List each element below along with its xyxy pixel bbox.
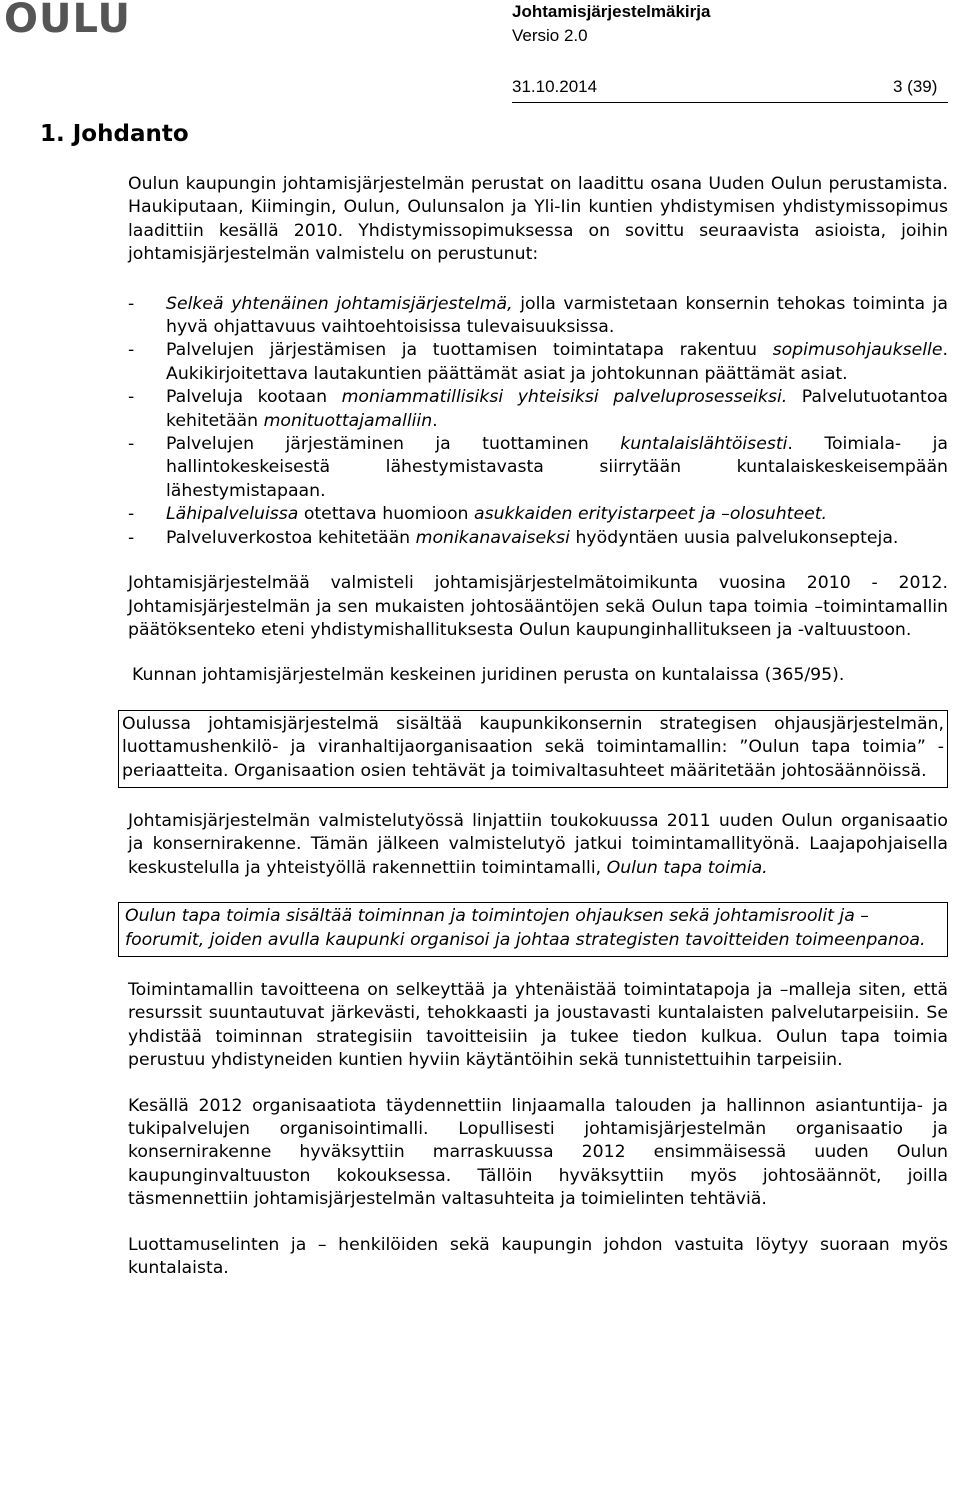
responsibilities-paragraph: Luottamuselinten ja – henkilöiden sekä kaupungin johdon vastuita löytyy suoraan myös kuntalaista. bbox=[128, 1234, 948, 1279]
document-title: Johtamisjärjestelmäkirja bbox=[512, 2, 711, 21]
agreement-list bbox=[128, 293, 948, 550]
list-item: - Palveluverkostoa kehitetään monikanavaiseksi hyödyntäen uusia palvelukonsepteja. bbox=[128, 527, 948, 550]
oulu-logo: OULU bbox=[4, 0, 132, 42]
list-item: - Selkeä yhtenäinen johtamisjärjestelmä, jolla varmistetaan konsernin tehokas toiminta ja hyvä ohjattavuus vaihtoehtoisissa tulevaisuuksissa. bbox=[128, 293, 948, 340]
preparation-paragraph: Johtamisjärjestelmää valmisteli johtamisjärjestelmätoimikunta vuosina 2010 - 2012. Johtamisjärjestelmän ja sen mukaisten johtosääntöjen sekä Oulun tapa toimia –toimintamallin päätöksenteko eteni yhdistymishallituksesta Oulun kaupunginhallitukseen ja -valtuustoon. bbox=[128, 573, 948, 640]
list-item: - Palvelujen järjestämisen ja tuottamisen toimintatapa rakentuu sopimusohjaukselle. Aukikirjoitettava lautakuntien päättämät asiat ja johtokunnan päättämät asiat. bbox=[128, 339, 948, 386]
section-heading: 1. Johdanto bbox=[40, 121, 189, 147]
work-paragraph: Johtamisjärjestelmän valmistelutyössä linjattiin toukokuussa 2011 uuden Oulun organisaatio ja konsernirakenne. Tämän jälkeen valmistelutyö jatkui toimintamallityönä. Laajapohjaisella keskustelulla ja yhteistyöllä rakennettiin toimintamalli, Oulun tapa toimia. bbox=[128, 810, 948, 878]
list-item: - Lähipalveluissa otettava huomioon asukkaiden erityistarpeet ja –olosuhteet. bbox=[128, 503, 948, 526]
page-number: 3 (39) bbox=[893, 77, 938, 96]
list-item: - Palvelujen järjestäminen ja tuottaminen kuntalaislähtöisesti. Toimiala- ja hallintokeskeisestä lähestymistavasta siirrytään kuntalaiskeskeisempään lähestymistapaan. bbox=[128, 433, 948, 503]
oulun-tapa-toimia-box: Oulun tapa toimia sisältää toiminnan ja toimintojen ohjauksen sekä johtamisroolit ja –foorumit, joiden avulla kaupunki organisoi ja johtaa strategisten tavoitteiden toimeenpanoa. bbox=[118, 902, 948, 957]
document-date: 31.10.2014 bbox=[512, 77, 598, 96]
legal-basis-paragraph: Kunnan johtamisjärjestelmän keskeinen juridinen perusta on kuntalaissa (365/95). bbox=[132, 665, 845, 686]
intro-paragraph: Oulun kaupungin johtamisjärjestelmän perustat on laadittu osana Uuden Oulun perustamista. Haukiputaan, Kiimingin, Oulun, Oulunsalon ja Yli-Iin kuntien yhdistymisen yhdistymissopimus laadittiin kesällä 2010. Yhdistymissopimuksessa on sovittu seuraavista asioista, joihin johtamisjärjestelmän valmistelu on perustunut: bbox=[128, 174, 948, 265]
list-item: - Palveluja kootaan moniammatillisiksi yhteisiksi palveluprosesseiksi. Palvelutuotantoa kehitetään monituottajamalliin. bbox=[128, 386, 948, 433]
johtamisjarjestelma-box: Oulussa johtamisjärjestelmä sisältää kaupunkikonsernin strategisen ohjausjärjestelmän, luottamushenkilö- ja viranhaltijaorganisaation sekä toimintamallin: ”Oulun tapa toimia” -periaatteita. Organisaation osien tehtävät ja toimivaltasuhteet määritetään johtosäännöissä. bbox=[118, 710, 948, 788]
model-paragraph: Toimintamallin tavoitteena on selkeyttää ja yhtenäistää toimintatapoja ja –malleja siten, että resurssit suuntautuvat järkevästi, tehokkaasti ja joustavasti kuntalaisten palvelutarpeisiin. Se yhdistää toiminnan strategisiin tavoitteisiin ja tukee tiedon kulkua. Oulun tapa toimia perustuu yhdistyneiden kuntien hyviin käytäntöihin sekä tunnistettuihin tarpeisiin. bbox=[128, 979, 948, 1071]
document-body bbox=[122, 173, 948, 1280]
summer-2012-paragraph: Kesällä 2012 organisaatiota täydennettiin linjaamalla talouden ja hallinnon asiantuntija- ja tukipalvelujen organisointimalli. Lopullisesti johtamisjärjestelmän organisaatio ja konsernirakenne hyväksyttiin marraskuussa 2012 ensimmäisessä uuden Oulun kaupunginvaltuuston kokouksessa. Tällöin hyväksyttiin myös johtosäännöt, joilla täsmennettiin johtamisjärjestelmän valtasuhteita ja toimielinten tehtäviä. bbox=[128, 1095, 948, 1210]
document-version: Versio 2.0 bbox=[512, 26, 588, 45]
header-divider bbox=[512, 102, 948, 103]
